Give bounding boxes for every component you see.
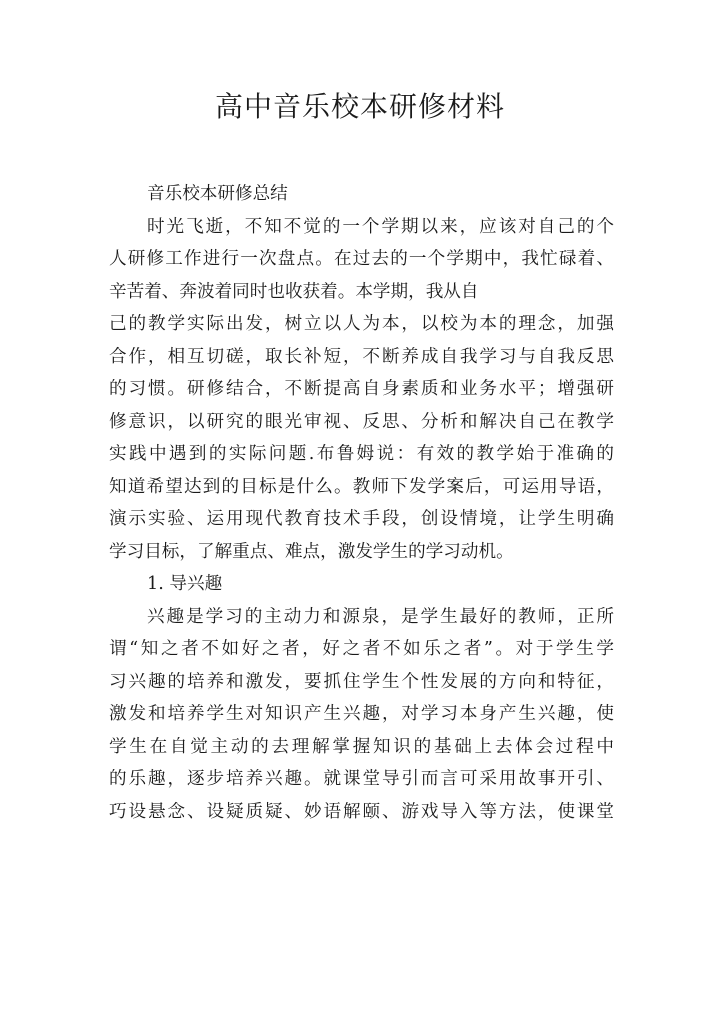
paragraph-line: 己的教学实际出发，树立以人为本，以校为本的理念，加强 — [109, 314, 614, 334]
paragraph-line: 合作，相互切磋，取长补短，不断养成自我学习与自我反思 — [109, 346, 614, 367]
paragraph-line: 演示实验、运用现代教育技术手段，创设情境，让学生明确 — [109, 509, 614, 529]
paragraph-line: 知道希望达到的目标是什么。教师下发学案后，可运用导语， — [109, 476, 614, 497]
paragraph-line: 学生在自觉主动的去理解掌握知识的基础上去体会过程中 — [109, 736, 614, 757]
document-body — [109, 178, 614, 828]
document-title: 高中音乐校本研修材料 — [214, 90, 505, 123]
section-heading: 音乐校本研修总结 — [147, 184, 288, 204]
paragraph-line: 时光飞逝，不知不觉的一个学期以来，应该对自己的个 — [147, 216, 614, 237]
paragraph-line: 谓“知之者不如好之者，好之者不如乐之者”。对于学生学 — [109, 639, 614, 659]
paragraph-line: 学习目标，了解重点、难点，激发学生的学习动机。 — [109, 541, 514, 562]
paragraph-line: 的习惯。研修结合，不断提高自身素质和业务水平；增强研 — [109, 379, 614, 399]
paragraph-line: 的乐趣，逐步培养兴趣。就课堂导引而言可采用故事开引、 — [109, 769, 614, 789]
paragraph-line: 巧设悬念、设疑质疑、妙语解颐、游戏导入等方法，使课堂 — [109, 801, 614, 822]
numbered-heading: 1. 导兴趣 — [147, 574, 223, 594]
paragraph-line: 兴趣是学习的主动力和源泉，是学生最好的教师，正所 — [147, 606, 614, 627]
paragraph-line: 修意识，以研究的眼光审视、反思、分析和解决自己在教学 — [109, 411, 614, 432]
paragraph-line: 激发和培养学生对知识产生兴趣，对学习本身产生兴趣，使 — [109, 704, 614, 724]
paragraph-line: 实践中遇到的实际问题.布鲁姆说：有效的教学始于准确的 — [109, 444, 614, 464]
paragraph-line: 辛苦着、奔波着同时也收获着。本学期，我从自 — [109, 281, 479, 302]
paragraph-line: 人研修工作进行一次盘点。在过去的一个学期中，我忙碌着、 — [109, 249, 614, 269]
paragraph-line: 习兴趣的培养和激发，要抓住学生个性发展的方向和特征， — [109, 671, 614, 692]
